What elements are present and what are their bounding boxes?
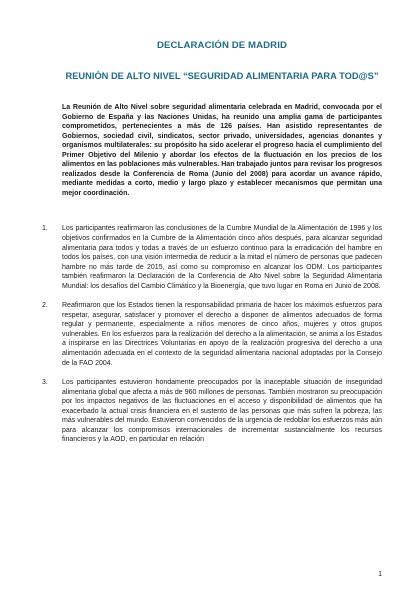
list-item-number: 1. — [42, 225, 48, 233]
list-item — [42, 378, 382, 445]
list-item-text: Reafirmaron que los Estados tienen la responsabilidad primaria de hacer los máximos esfuerzos para respetar, asegurar, satisfacer y promover el derecho a disponer de alimentos adecuados de forma regular y permanente, especialmente a niños menores de cinco años, mujeres y otros grupos vulnerables. En los esfuerzos para la realización del derecho a la alimentación, se anima a los Estados a inspirarse en las Directrices Voluntarias en apoyo de la realización progresiva del derecho a una alimentación adecuada en el contexto de la seguridad alimentaria nacional adoptadas por la Consejo de la FAO 2004. — [62, 302, 382, 367]
numbered-list — [42, 224, 382, 444]
list-item-text: Los participantes estuvieron hondamente preocupados por la inaceptable situación de inseguridad alimentaria global que afecta a más de 960 millones de personas. También mostraron su preocupación por los impactos negativos de las fluctuaciones en el acceso y disponibilidad de alimentos que ha exacerbado la actual crisis financiera en el sustento de las personas que más sufren la pobreza, las más vulnerables del mundo. Estuvieron convencidos de la urgencia de redoblar los esfuerzos más aún para alcanzar los compromisos internacionales de incrementar sustancialmente los recursos financieros y la AOD, en particular en relación — [62, 379, 382, 444]
list-item — [42, 301, 382, 368]
list-item-number: 3. — [42, 379, 48, 387]
intro-paragraph: La Reunión de Alto Nivel sobre seguridad alimentaria celebrada en Madrid, convocada por el Gobierno de España y las Naciones Unidas, ha reunido una amplia gama de participantes comprometidos, pertenecientes a más de 126 países. Han asistido representantes de Gobiernos, sociedad civil, sindicatos, sector privado, universidades, agencias donantes y organismos multilaterales: su propósito ha sido acelerar el progreso hacia el cumplimiento del Primer Objetivo del Milenio y abordar los efectos de la fluctuación en los precios de los alimentos en las poblaciones más vulnerables. Han trabajado juntos para revisar los progresos realizados desde la Conferencia de Roma (Junio del 2008) para acordar un avance rápido, mediante medidas a corto, medio y largo plazo y establecer mecanismos que permitan una mejor coordinación. — [62, 104, 382, 197]
list-item-number: 2. — [42, 302, 48, 310]
document-title: DECLARACIÓN DE MADRID — [156, 40, 287, 51]
list-item-text: Los participantes reafirmaron las conclusiones de la Cumbre Mundial de la Alimentación de 1996 y los objetivos confirmados en la Cumbre de la Alimentación cinco años después, para alcanzar seguridad alimentaria para todos y todas a través de un esfuerzo continuo para la erradicación del hambre en todos los países, con una visión intermedia de reducir a la mitad el número de personas que padecen hambre no más tarde de 2015, así como su compromiso en alcanzar los ODM. Los participantes también reafirmaron la Declaración de la Conferencia de Alto Nivel sobre la Seguridad Alimentaria Mundial: los desafíos del Cambio Climático y la Bioenergía, que tuvo lugar en Roma en Junio de 2008. — [62, 225, 382, 290]
page-number: 1 — [378, 571, 382, 578]
document-subtitle: REUNIÓN DE ALTO NIVEL “SEGURIDAD ALIMENTARIA PARA TOD@S” — [65, 71, 379, 81]
list-item — [42, 224, 382, 291]
